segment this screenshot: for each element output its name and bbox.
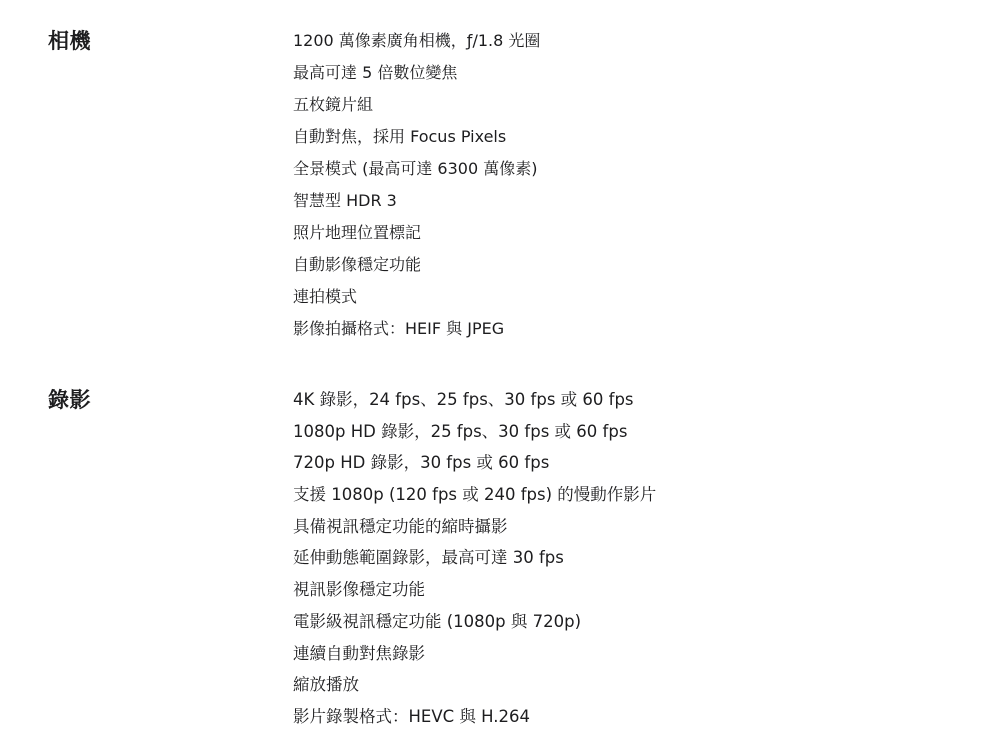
camera-spec-item: 最高可達 5 倍數位變焦: [293, 63, 458, 82]
camera-spec-item: 1200 萬像素廣角相機，ƒ/1.8 光圈: [293, 31, 541, 50]
video-spec-item: 連續自動對焦錄影: [293, 643, 425, 663]
video-spec-list: [293, 389, 656, 727]
camera-spec-item: 五枚鏡片組: [293, 95, 374, 114]
video-spec-item: 縮放播放: [293, 675, 359, 695]
camera-spec-item: 影像拍攝格式：HEIF 與 JPEG: [293, 319, 505, 338]
camera-spec-list: [293, 30, 540, 339]
camera-spec-item: 智慧型 HDR 3: [293, 191, 397, 210]
video-spec-item: 電影級視訊穩定功能 (1080p 與 720p): [293, 611, 582, 631]
camera-spec-item: 連拍模式: [293, 287, 358, 306]
video-spec-item: 視訊影像穩定功能: [293, 580, 425, 600]
video-section-title: 錄影: [48, 388, 91, 412]
camera-spec-item: 自動影像穩定功能: [293, 255, 422, 274]
video-spec-item: 720p HD 錄影，30 fps 或 60 fps: [293, 453, 550, 473]
camera-section-title: 相機: [48, 29, 91, 53]
camera-spec-item: 全景模式 (最高可達 6300 萬像素): [293, 159, 538, 178]
camera-spec-item: 照片地理位置標記: [293, 223, 422, 242]
video-spec-item: 延伸動態範圍錄影，最高可達 30 fps: [293, 548, 564, 568]
video-spec-item: 1080p HD 錄影，25 fps、30 fps 或 60 fps: [293, 421, 628, 441]
video-spec-item: 具備視訊穩定功能的縮時攝影: [293, 516, 508, 536]
video-spec-item: 4K 錄影，24 fps、25 fps、30 fps 或 60 fps: [293, 390, 634, 409]
camera-spec-item: 自動對焦，採用 Focus Pixels: [293, 127, 507, 146]
video-spec-item: 影片錄製格式：HEVC 與 H.264: [293, 706, 530, 726]
video-spec-item: 支援 1080p (120 fps 或 240 fps) 的慢動作影片: [293, 485, 657, 505]
